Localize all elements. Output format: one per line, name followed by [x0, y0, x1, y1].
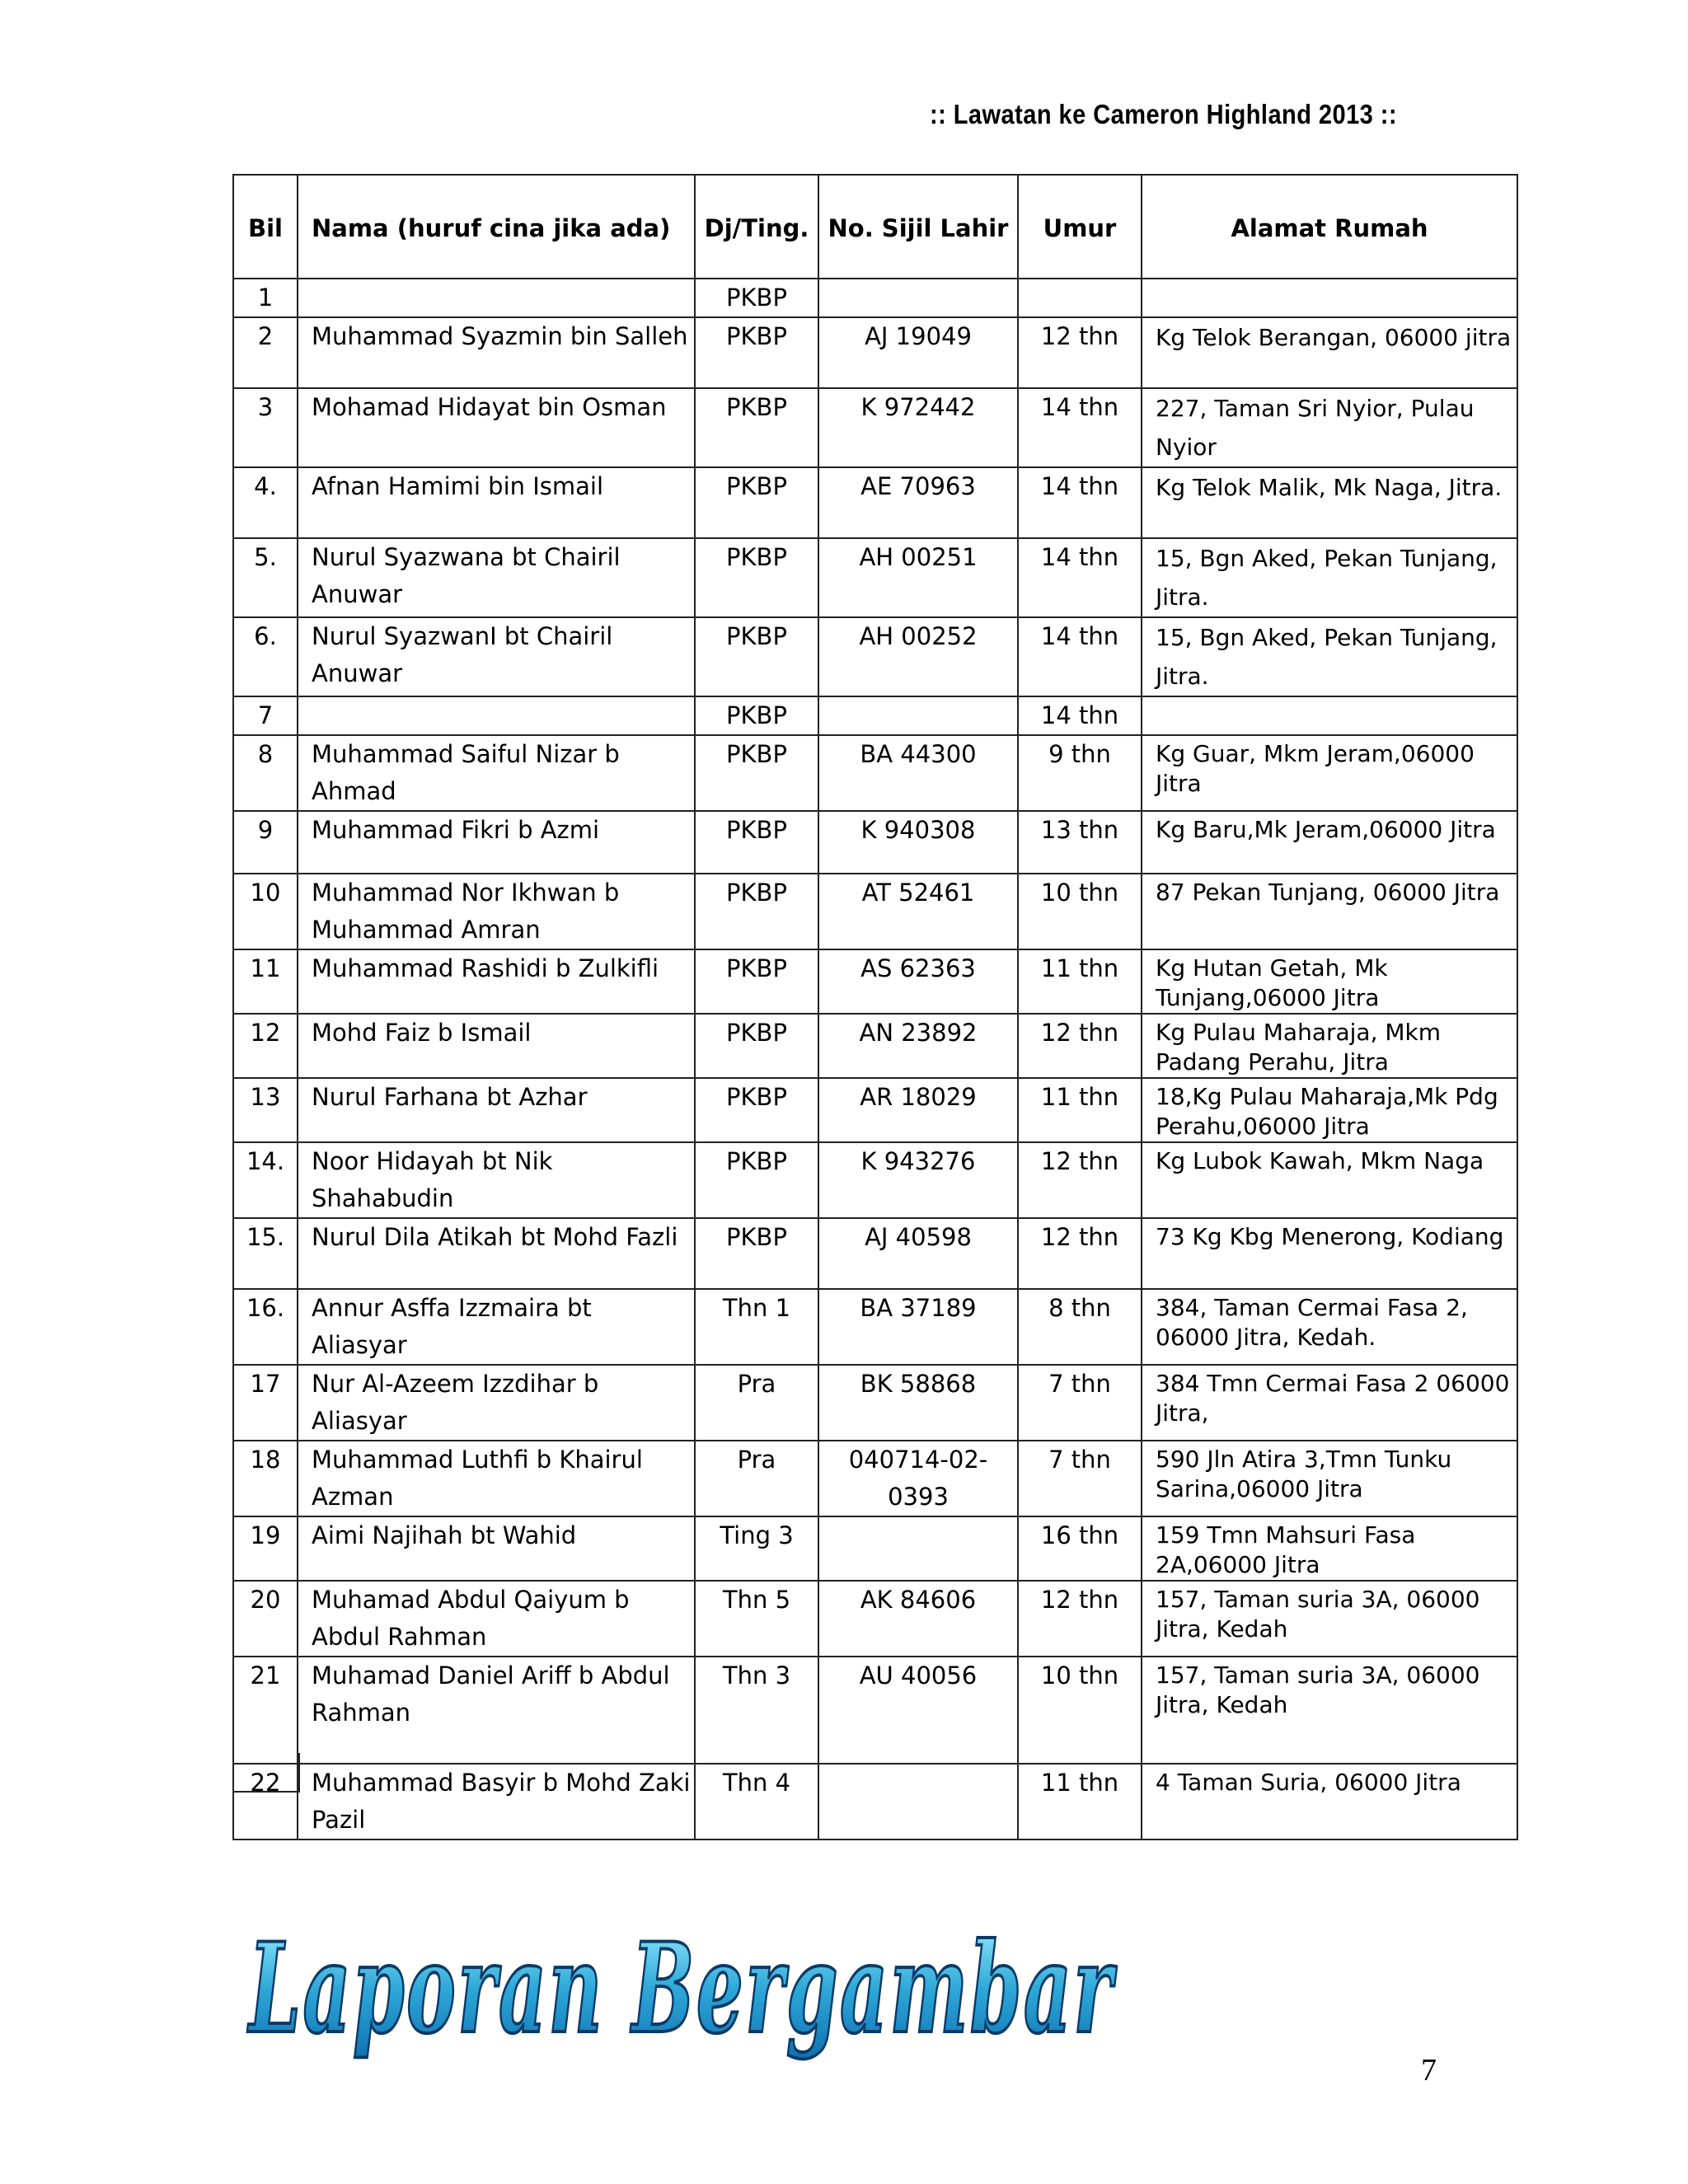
row-number: 8 — [233, 735, 298, 811]
home-address: 4 Taman Suria, 06000 Jitra — [1142, 1764, 1517, 1840]
home-address: 227, Taman Sri Nyior, Pulau Nyior — [1142, 388, 1517, 467]
table-row — [233, 1657, 1517, 1764]
participant-name: Muhamad Daniel Ariff b Abdul Rahman — [298, 1657, 695, 1764]
participant-name: Afnan Hamimi bin Ismail — [298, 467, 695, 538]
table-row — [233, 388, 1517, 467]
grade-level: PKBP — [695, 696, 818, 735]
birth-certificate-no: K 940308 — [818, 811, 1018, 874]
table-row — [233, 1078, 1517, 1142]
participant-age: 10 thn — [1018, 1657, 1142, 1764]
birth-certificate-no — [818, 1516, 1018, 1581]
row-number: 2 — [233, 317, 298, 388]
participant-name: Muhammad Saiful Nizar b Ahmad — [298, 735, 695, 811]
row-number: 6. — [233, 617, 298, 696]
row-number: 17 — [233, 1365, 298, 1441]
row-number: 4. — [233, 467, 298, 538]
page-header-title: :: Lawatan ke Cameron Highland 2013 :: — [930, 99, 1397, 129]
participant-age: 14 thn — [1018, 538, 1142, 617]
table-row — [233, 538, 1517, 617]
col-header-alamat: Alamat Rumah — [1142, 175, 1517, 279]
participant-name: Nurul Syazwana bt Chairil Anuwar — [298, 538, 695, 617]
grade-level: PKBP — [695, 279, 818, 317]
home-address: 73 Kg Kbg Menerong, Kodiang — [1142, 1218, 1517, 1289]
row-number: 12 — [233, 1014, 298, 1078]
participant-age: 10 thn — [1018, 874, 1142, 949]
row-number: 14. — [233, 1142, 298, 1218]
participant-name — [298, 696, 695, 735]
participant-age: 11 thn — [1018, 1764, 1142, 1840]
participant-age: 12 thn — [1018, 1218, 1142, 1289]
svg-text:Laporan Bergambar: Laporan Bergambar — [246, 1916, 1118, 2061]
birth-certificate-no — [818, 1764, 1018, 1840]
home-address: 384 Tmn Cermai Fasa 2 06000 Jitra, — [1142, 1365, 1517, 1441]
home-address: 590 Jln Atira 3,Tmn Tunku Sarina,06000 Jitra — [1142, 1441, 1517, 1516]
participant-name: Muhamad Abdul Qaiyum b Abdul Rahman — [298, 1581, 695, 1657]
row-number: 21 — [233, 1657, 298, 1764]
home-address: Kg Baru,Mk Jeram,06000 Jitra — [1142, 811, 1517, 874]
birth-certificate-no: AJ 19049 — [818, 317, 1018, 388]
row-number: 11 — [233, 949, 298, 1014]
home-address: 87 Pekan Tunjang, 06000 Jitra — [1142, 874, 1517, 949]
participant-name: Mohamad Hidayat bin Osman — [298, 388, 695, 467]
row-number: 1 — [233, 279, 298, 317]
home-address — [1142, 696, 1517, 735]
participant-age: 14 thn — [1018, 617, 1142, 696]
birth-certificate-no: AT 52461 — [818, 874, 1018, 949]
grade-level: Pra — [695, 1441, 818, 1516]
home-address: 384, Taman Cermai Fasa 2, 06000 Jitra, Kedah. — [1142, 1289, 1517, 1365]
participant-name: Noor Hidayah bt Nik Shahabudin — [298, 1142, 695, 1218]
home-address: Kg Pulau Maharaja, Mkm Padang Perahu, Jitra — [1142, 1014, 1517, 1078]
row-number: 5. — [233, 538, 298, 617]
grade-level: PKBP — [695, 467, 818, 538]
laporan-bergambar-logo — [241, 1887, 1131, 2102]
participant-name: Annur Asffa Izzmaira bt Aliasyar — [298, 1289, 695, 1365]
row-number: 20 — [233, 1581, 298, 1657]
participant-age: 12 thn — [1018, 1142, 1142, 1218]
row-number: 3 — [233, 388, 298, 467]
birth-certificate-no — [818, 696, 1018, 735]
table-row — [233, 317, 1517, 388]
row-number: 18 — [233, 1441, 298, 1516]
row-number: 9 — [233, 811, 298, 874]
table-row — [233, 874, 1517, 949]
table-header-row — [233, 175, 1517, 279]
table-row — [233, 467, 1517, 538]
page-number: 7 — [1421, 2053, 1437, 2088]
participant-name: Muhammad Syazmin bin Salleh — [298, 317, 695, 388]
table-row — [233, 1581, 1517, 1657]
home-address: 15, Bgn Aked, Pekan Tunjang, Jitra. — [1142, 617, 1517, 696]
footer-decorative-title — [241, 1887, 1131, 2105]
birth-certificate-no: AN 23892 — [818, 1014, 1018, 1078]
participant-name: Nurul Farhana bt Azhar — [298, 1078, 695, 1142]
birth-certificate-no: AS 62363 — [818, 949, 1018, 1014]
participant-table — [232, 174, 1518, 1840]
grade-level: PKBP — [695, 388, 818, 467]
empty-table-cell — [232, 1753, 300, 1793]
table-row — [233, 1441, 1517, 1516]
table-row — [233, 811, 1517, 874]
participant-age: 14 thn — [1018, 696, 1142, 735]
birth-certificate-no: AR 18029 — [818, 1078, 1018, 1142]
participant-age: 8 thn — [1018, 1289, 1142, 1365]
grade-level: PKBP — [695, 1014, 818, 1078]
participant-age — [1018, 279, 1142, 317]
participant-age: 16 thn — [1018, 1516, 1142, 1581]
birth-certificate-no: K 943276 — [818, 1142, 1018, 1218]
table-row — [233, 949, 1517, 1014]
table-row — [233, 696, 1517, 735]
participant-age: 7 thn — [1018, 1365, 1142, 1441]
table-row — [233, 735, 1517, 811]
participant-name: Nurul Dila Atikah bt Mohd Fazli — [298, 1218, 695, 1289]
table-row — [233, 1289, 1517, 1365]
participant-name: Mohd Faiz b Ismail — [298, 1014, 695, 1078]
grade-level: Thn 3 — [695, 1657, 818, 1764]
table-row — [233, 279, 1517, 317]
birth-certificate-no: 040714-02-0393 — [818, 1441, 1018, 1516]
participant-age: 12 thn — [1018, 1581, 1142, 1657]
participant-name — [298, 279, 695, 317]
table-row — [233, 1764, 1517, 1840]
participant-age: 11 thn — [1018, 1078, 1142, 1142]
grade-level: PKBP — [695, 1078, 818, 1142]
participant-name: Aimi Najihah bt Wahid — [298, 1516, 695, 1581]
participant-name: Muhammad Luthfi b Khairul Azman — [298, 1441, 695, 1516]
participant-name: Muhammad Nor Ikhwan b Muhammad Amran — [298, 874, 695, 949]
participant-age: 12 thn — [1018, 317, 1142, 388]
grade-level: PKBP — [695, 317, 818, 388]
participant-age: 14 thn — [1018, 388, 1142, 467]
table-row — [233, 1218, 1517, 1289]
table-row — [233, 1014, 1517, 1078]
birth-certificate-no: AH 00251 — [818, 538, 1018, 617]
home-address: Kg Hutan Getah, Mk Tunjang,06000 Jitra — [1142, 949, 1517, 1014]
grade-level: PKBP — [695, 538, 818, 617]
row-number: 16. — [233, 1289, 298, 1365]
participant-age: 12 thn — [1018, 1014, 1142, 1078]
grade-level: PKBP — [695, 874, 818, 949]
grade-level: Thn 4 — [695, 1764, 818, 1840]
birth-certificate-no: AU 40056 — [818, 1657, 1018, 1764]
participant-age: 9 thn — [1018, 735, 1142, 811]
row-number: 7 — [233, 696, 298, 735]
home-address — [1142, 279, 1517, 317]
table-row — [233, 1142, 1517, 1218]
participant-name: Muhammad Fikri b Azmi — [298, 811, 695, 874]
col-header-umur: Umur — [1018, 175, 1142, 279]
table-row — [233, 617, 1517, 696]
participant-name: Muhammad Rashidi b Zulkifli — [298, 949, 695, 1014]
home-address: Kg Telok Berangan, 06000 jitra — [1142, 317, 1517, 388]
participant-name: Muhammad Basyir b Mohd Zaki Pazil — [298, 1764, 695, 1840]
birth-certificate-no: BA 37189 — [818, 1289, 1018, 1365]
home-address: 15, Bgn Aked, Pekan Tunjang, Jitra. — [1142, 538, 1517, 617]
home-address: Kg Lubok Kawah, Mkm Naga — [1142, 1142, 1517, 1218]
grade-level: Ting 3 — [695, 1516, 818, 1581]
grade-level: Thn 5 — [695, 1581, 818, 1657]
participant-age: 7 thn — [1018, 1441, 1142, 1516]
participant-name: Nur Al-Azeem Izzdihar b Aliasyar — [298, 1365, 695, 1441]
participant-age: 13 thn — [1018, 811, 1142, 874]
home-address: 18,Kg Pulau Maharaja,Mk Pdg Perahu,06000 Jitra — [1142, 1078, 1517, 1142]
home-address: 159 Tmn Mahsuri Fasa 2A,06000 Jitra — [1142, 1516, 1517, 1581]
col-header-bil: Bil — [233, 175, 298, 279]
grade-level: PKBP — [695, 1142, 818, 1218]
row-number: 22 — [233, 1764, 298, 1840]
grade-level: PKBP — [695, 811, 818, 874]
home-address: Kg Telok Malik, Mk Naga, Jitra. — [1142, 467, 1517, 538]
birth-certificate-no: AJ 40598 — [818, 1218, 1018, 1289]
grade-level: Thn 1 — [695, 1289, 818, 1365]
row-number: 13 — [233, 1078, 298, 1142]
home-address: 157, Taman suria 3A, 06000 Jitra, Kedah — [1142, 1581, 1517, 1657]
birth-certificate-no: K 972442 — [818, 388, 1018, 467]
row-number: 15. — [233, 1218, 298, 1289]
grade-level: PKBP — [695, 1218, 818, 1289]
table-row — [233, 1365, 1517, 1441]
table-row — [233, 1516, 1517, 1581]
home-address: 157, Taman suria 3A, 06000 Jitra, Kedah — [1142, 1657, 1517, 1764]
home-address: Kg Guar, Mkm Jeram,06000 Jitra — [1142, 735, 1517, 811]
col-header-sijil: No. Sijil Lahir — [818, 175, 1018, 279]
grade-level: Pra — [695, 1365, 818, 1441]
row-number: 19 — [233, 1516, 298, 1581]
participant-name: Nurul SyazwanI bt Chairil Anuwar — [298, 617, 695, 696]
grade-level: PKBP — [695, 949, 818, 1014]
col-header-ting: Dj/Ting. — [695, 175, 818, 279]
row-number: 10 — [233, 874, 298, 949]
participant-age: 14 thn — [1018, 467, 1142, 538]
participant-age: 11 thn — [1018, 949, 1142, 1014]
grade-level: PKBP — [695, 735, 818, 811]
grade-level: PKBP — [695, 617, 818, 696]
birth-certificate-no: AE 70963 — [818, 467, 1018, 538]
birth-certificate-no: AH 00252 — [818, 617, 1018, 696]
birth-certificate-no: BK 58868 — [818, 1365, 1018, 1441]
birth-certificate-no: BA 44300 — [818, 735, 1018, 811]
birth-certificate-no: AK 84606 — [818, 1581, 1018, 1657]
birth-certificate-no — [818, 279, 1018, 317]
col-header-nama: Nama (huruf cina jika ada) — [298, 175, 695, 279]
